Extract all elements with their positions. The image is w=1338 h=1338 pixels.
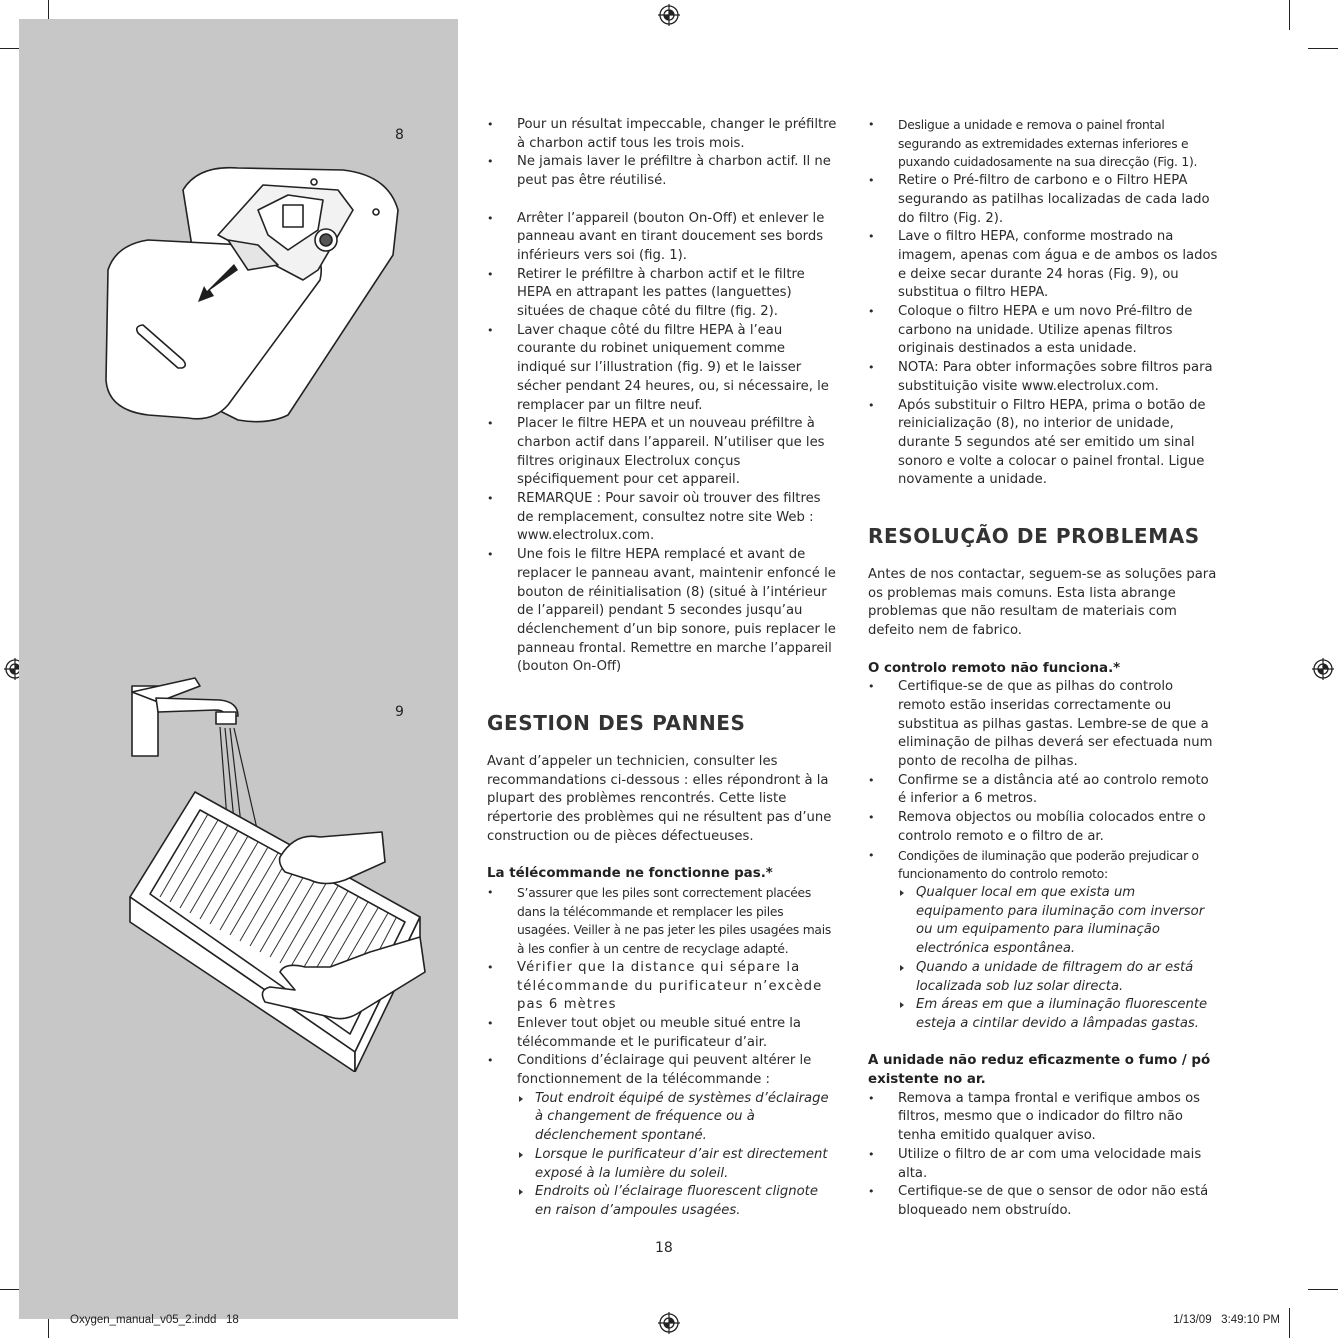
list-item: • Coloque o filtro HEPA e um novo Pré-filtro de carbono na unidade. Utilize apenas filtros originais destinados a esta unidade.: [868, 303, 1218, 359]
list-item: • Após substituir o Filtro HEPA, prima o botão de reinicialização (8), no interior de unidade, durante 5 segundos até ser emitido um sinal sonoro e volte a colocar o painel frontal. Ligue novamente a unidade.: [868, 397, 1218, 491]
list-item: • Vérifier que la distance qui sépare la télécommande du purificateur n’excède pas 6 mètres: [487, 959, 837, 1015]
figure-8-panel-removal-illustration: [88, 140, 418, 440]
list-item: • Retirer le préfiltre à charbon actif et le filtre HEPA en attrapant les pattes (languettes) situées de chaque côté du filtre (fig. 2).: [487, 266, 837, 322]
list-item: Tout endroit équipé de systèmes d’éclairage à changement de fréquence ou à déclenchement spontané.: [487, 1090, 837, 1146]
list-item: • Placer le filtre HEPA et un nouveau préfiltre à charbon actif dans l’appareil. N’utiliser que les filtres originaux Electrolux conçus spécifiquement pour cet appareil.: [487, 415, 837, 490]
list-item: • Remova objectos ou mobília colocados entre o controlo remoto e o filtro de ar.: [868, 809, 1218, 846]
crop-mark: [1289, 0, 1290, 30]
list-item: • Condições de iluminação que poderão prejudicar o funcionamento do controlo remoto:: [868, 847, 1218, 884]
list-item: • S’assurer que les piles sont correctement placées dans la télécommande et remplacer les piles usagées. Veiller à ne pas jeter les piles usagées mais à les confier à un centre de recyclage adapté.: [487, 884, 837, 959]
section-heading: GESTION DES PANNES: [487, 711, 746, 736]
figure-9-number: 9: [395, 704, 404, 720]
list-item: • Une fois le filtre HEPA remplacé et avant de replacer le panneau avant, maintenir enfoncé le bouton de réinitialisation (8) (situé à l’intérieur de l’appareil) pendant 5 secondes jusqu’au déclenchement d’un bip sonore, puis replacer le panneau frontal. Remettre en marche l’appareil (bouton On-Off): [487, 546, 837, 677]
figure-9-filter-washing-illustration: [120, 672, 428, 1072]
figure-8-number: 8: [395, 127, 404, 143]
problem-solutions: [868, 1090, 1218, 1221]
page-number: 18: [655, 1240, 673, 1256]
problem-title: La télécommande ne fonctionne pas.*: [487, 866, 773, 882]
registration-mark-icon: [658, 1312, 680, 1334]
portuguese-column: [868, 116, 1218, 1221]
registration-mark-icon: [1312, 658, 1334, 680]
list-item: • Pour un résultat impeccable, changer le préfiltre à charbon actif tous les trois mois.: [487, 116, 837, 153]
list-item: • Certifique-se de que as pilhas do controlo remoto estão inseridas correctamente ou substitua as pilhas gastas. Lembre-se de que a eliminação de pilhas deverá ser efectuada num ponto de recolha de pilhas.: [868, 678, 1218, 772]
section-intro: Antes de nos contactar, seguem-se as soluções para os problemas mais comuns. Esta lista abrange problemas que não resultam de materiais com defeito nem de fabrico.: [868, 567, 1217, 639]
registration-mark-icon: [658, 4, 680, 26]
list-item: • Confirme se a distância até ao controlo remoto é inferior a 6 metros.: [868, 772, 1218, 809]
list-item: Endroits où l’éclairage fluorescent clignote en raison d’ampoules usagées.: [487, 1183, 837, 1220]
list-item: • Remova a tampa frontal e verifique ambos os filtros, mesmo que o indicador do filtro não tenha emitido qualquer aviso.: [868, 1090, 1218, 1146]
list-item: • Retire o Pré-filtro de carbono e o Filtro HEPA segurando as patilhas localizadas de cada lado do filtro (Fig. 2).: [868, 172, 1218, 228]
lighting-conditions: [487, 1090, 837, 1221]
section-intro: Avant d’appeler un technicien, consulter les recommandations ci-dessous : elles répondront à la plupart des problèmes rencontrés. Cette liste répertorie des problèmes qui ne résultent pas d’une construction ou de pièces défectueuses.: [487, 754, 832, 844]
list-item: • REMARQUE : Pour savoir où trouver des filtres de remplacement, consultez notre site Web : www.electrolux.com.: [487, 490, 837, 546]
footer-file-name: Oxygen_manual_v05_2.indd 18: [70, 1314, 239, 1326]
list-item: • Enlever tout objet ou meuble situé entre la télécommande et le purificateur d’air.: [487, 1015, 837, 1052]
list-item: • Desligue a unidade e remova o painel frontal segurando as extremidades externas inferiores e puxando cuidadosamente na sua direcção (Fig. 1).: [868, 116, 1218, 172]
problem-solutions: [487, 884, 837, 1090]
filter-replacement-steps: [487, 210, 837, 678]
problem-solutions: [868, 678, 1218, 884]
section-heading: RESOLUÇÃO DE PROBLEMAS: [868, 524, 1200, 549]
crop-mark: [1308, 1289, 1338, 1290]
list-item: • Arrêter l’appareil (bouton On-Off) et enlever le panneau avant en tirant doucement ses bords inférieurs vers soi (fig. 1).: [487, 210, 837, 266]
lighting-conditions: [868, 884, 1218, 1034]
crop-mark: [1308, 48, 1338, 49]
filter-replacement-steps: [868, 116, 1218, 490]
problem-title: A unidade não reduz eficazmente o fumo / pó existente no ar.: [868, 1053, 1211, 1088]
list-item: • Utilize o filtro de ar com uma velocidade mais alta.: [868, 1146, 1218, 1183]
problem-title: O controlo remoto não funciona.*: [868, 660, 1121, 676]
list-item: Quando a unidade de filtragem do ar está localizada sob luz solar directa.: [868, 959, 1218, 996]
list-item: • Certifique-se de que o sensor de odor não está bloqueado nem obstruído.: [868, 1183, 1218, 1220]
list-item: • Conditions d’éclairage qui peuvent altérer le fonctionnement de la télécommande :: [487, 1052, 837, 1089]
list-item: Qualquer local em que exista um equipamento para iluminação com inversor ou um equipamento para iluminação electrónica espontânea.: [868, 884, 1218, 959]
list-item: • Laver chaque côté du filtre HEPA à l’eau courante du robinet uniquement comme indiqué sur l’illustration (fig. 9) et le laisser sécher pendant 24 heures, ou, si nécessaire, le remplacer par un filtre neuf.: [487, 322, 837, 416]
filter-care-tips: [487, 116, 837, 191]
list-item: • Ne jamais laver le préfiltre à charbon actif. Il ne peut pas être réutilisé.: [487, 153, 837, 190]
french-column: [487, 116, 837, 1221]
footer-date: 1/13/09 3:49:10 PM: [1173, 1314, 1280, 1326]
list-item: Lorsque le purificateur d’air est directement exposé à la lumière du soleil.: [487, 1146, 837, 1183]
list-item: • NOTA: Para obter informações sobre filtros para substituição visite www.electrolux.com.: [868, 359, 1218, 396]
crop-mark: [1289, 1308, 1290, 1338]
list-item: Em áreas em que a iluminação fluorescente esteja a cintilar devido a lâmpadas gastas.: [868, 996, 1218, 1033]
list-item: • Lave o filtro HEPA, conforme mostrado na imagem, apenas com água e de ambos os lados e deixe secar durante 24 horas (Fig. 9), ou substitua o filtro HEPA.: [868, 228, 1218, 303]
